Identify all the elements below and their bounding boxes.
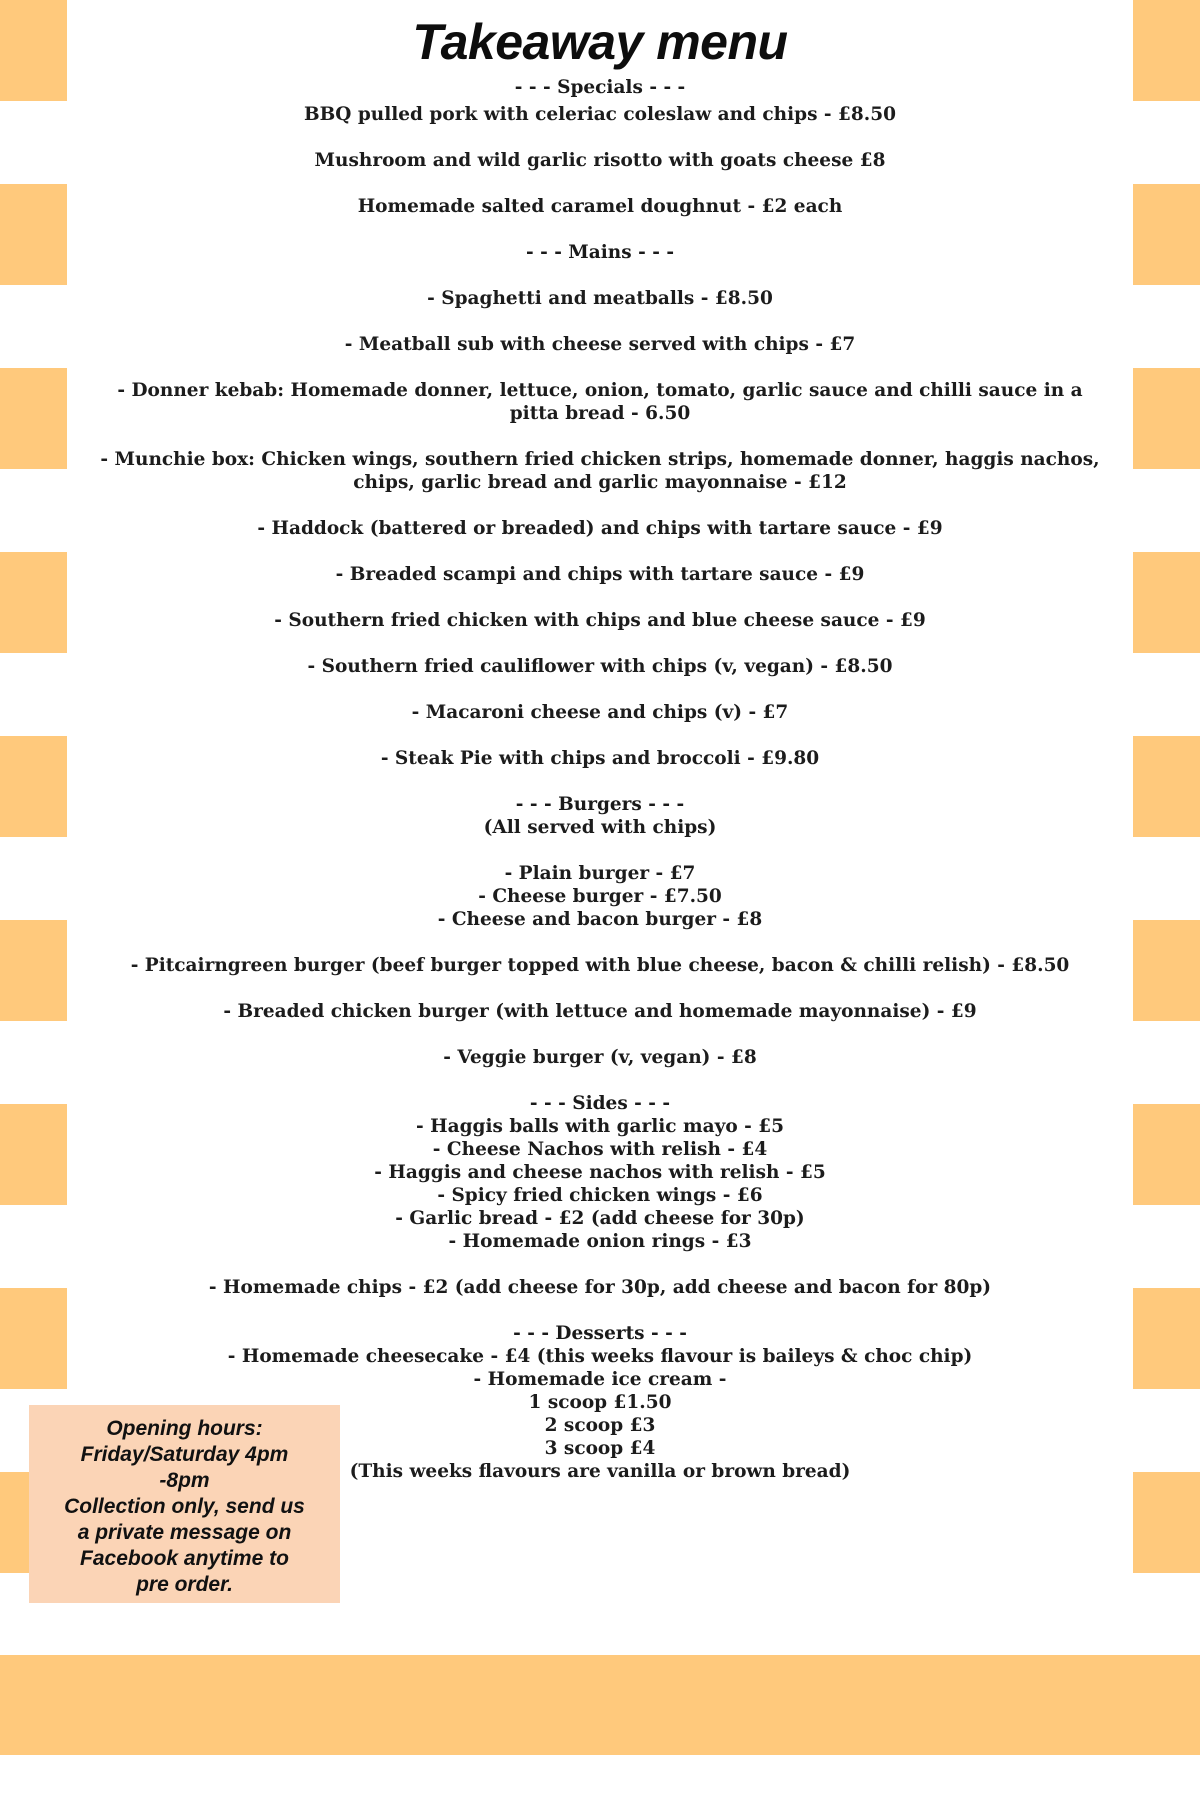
menu-item: - Munchie box: Chicken wings, southern fried chicken strips, homemade donner, haggis nachos, chips, garlic bread and garlic mayonnaise - £12	[100, 449, 1107, 493]
menu-item: - Breaded scampi and chips with tartare sauce - £9	[335, 564, 865, 585]
menu-content	[100, 8, 1107, 1483]
opening-hours-box	[29, 1405, 340, 1603]
stripe-block	[0, 920, 67, 1021]
menu-item: - Cheese burger - £7.50	[478, 886, 722, 907]
stripe-block	[1133, 184, 1200, 285]
section-heading-burgers: - - - Burgers - - -	[515, 794, 685, 815]
stripe-block	[1133, 736, 1200, 837]
menu-item: - Garlic bread - £2 (add cheese for 30p)	[395, 1208, 805, 1229]
section-note: (All served with chips)	[483, 817, 717, 838]
menu-item: 3 scoop £4	[544, 1438, 656, 1459]
menu-item: - Spaghetti and meatballs - £8.50	[427, 288, 773, 309]
menu-item: - Plain burger - £7	[504, 863, 696, 884]
stripe-block	[0, 552, 67, 653]
menu-item: - Homemade cheesecake - £4 (this weeks flavour is baileys & choc chip)	[227, 1346, 973, 1367]
menu-item: - Veggie burger (v, vegan) - £8	[443, 1047, 757, 1068]
stripe-block	[1133, 0, 1200, 101]
section-heading-mains: - - - Mains - - -	[525, 242, 675, 263]
section-heading-sides: - - - Sides - - -	[529, 1093, 671, 1114]
hours-line: Facebook anytime to	[80, 1547, 289, 1570]
hours-line: pre order.	[136, 1573, 233, 1596]
stripe-block	[0, 1288, 67, 1389]
hours-line: Collection only, send us	[64, 1495, 305, 1518]
stripe-block	[1133, 368, 1200, 469]
section-heading-specials: - - - Specials - - -	[514, 77, 686, 98]
menu-item: - Cheese and bacon burger - £8	[437, 909, 763, 930]
menu-item: - Spicy fried chicken wings - £6	[437, 1185, 763, 1206]
menu-item: (This weeks flavours are vanilla or brown bread)	[349, 1461, 851, 1482]
menu-item: - Haggis balls with garlic mayo - £5	[416, 1116, 784, 1137]
section-heading-desserts: - - - Desserts - - -	[513, 1323, 687, 1344]
hours-line: Friday/Saturday 4pm	[80, 1443, 289, 1466]
menu-item: - Homemade chips - £2 (add cheese for 30p, add cheese and bacon for 80p)	[208, 1277, 992, 1298]
hours-line: a private message on	[77, 1521, 292, 1544]
menu-item: Mushroom and wild garlic risotto with goats cheese £8	[314, 150, 886, 171]
stripe-block	[1133, 1104, 1200, 1205]
stripe-block	[0, 184, 67, 285]
menu-item: - Haddock (battered or breaded) and chips with tartare sauce - £9	[257, 518, 943, 539]
menu-item: Homemade salted caramel doughnut - £2 each	[357, 196, 843, 217]
menu-item: BBQ pulled pork with celeriac coleslaw and chips - £8.50	[304, 104, 896, 125]
menu-item: - Meatball sub with cheese served with chips - £7	[344, 334, 856, 355]
stripe-block	[1133, 1472, 1200, 1573]
menu-item: - Southern fried cauliflower with chips (v, vegan) - £8.50	[307, 656, 893, 677]
menu-item: - Haggis and cheese nachos with relish - £5	[374, 1162, 826, 1183]
menu-item: - Homemade ice cream -	[473, 1369, 727, 1390]
menu-title: Takeaway menu	[412, 14, 788, 70]
menu-item: - Homemade onion rings - £3	[448, 1231, 752, 1252]
hours-line: -8pm	[159, 1469, 210, 1492]
stripe-block	[0, 0, 67, 101]
menu-item: - Cheese Nachos with relish - £4	[432, 1139, 768, 1160]
stripe-block	[1133, 920, 1200, 1021]
menu-item: 1 scoop £1.50	[528, 1392, 672, 1413]
stripe-block	[0, 736, 67, 837]
menu-item: - Pitcairngreen burger (beef burger topped with blue cheese, bacon & chilli relish) - £8.50	[130, 955, 1070, 976]
menu-item: - Southern fried chicken with chips and blue cheese sauce - £9	[274, 610, 926, 631]
stripe-block	[0, 368, 67, 469]
menu-item: - Breaded chicken burger (with lettuce and homemade mayonnaise) - £9	[223, 1001, 977, 1022]
stripe-block	[0, 1104, 67, 1205]
menu-item: - Donner kebab: Homemade donner, lettuce, onion, tomato, garlic sauce and chilli sauce in a pitta bread - 6.50	[117, 380, 1090, 424]
stripe-block	[1133, 1288, 1200, 1389]
bottom-band	[0, 1655, 1200, 1755]
stripe-block	[1133, 552, 1200, 653]
menu-item: - Macaroni cheese and chips (v) - £7	[411, 702, 789, 723]
menu-item: 2 scoop £3	[544, 1415, 656, 1436]
menu-item: - Steak Pie with chips and broccoli - £9.80	[380, 748, 820, 769]
hours-line: Opening hours:	[106, 1417, 263, 1440]
